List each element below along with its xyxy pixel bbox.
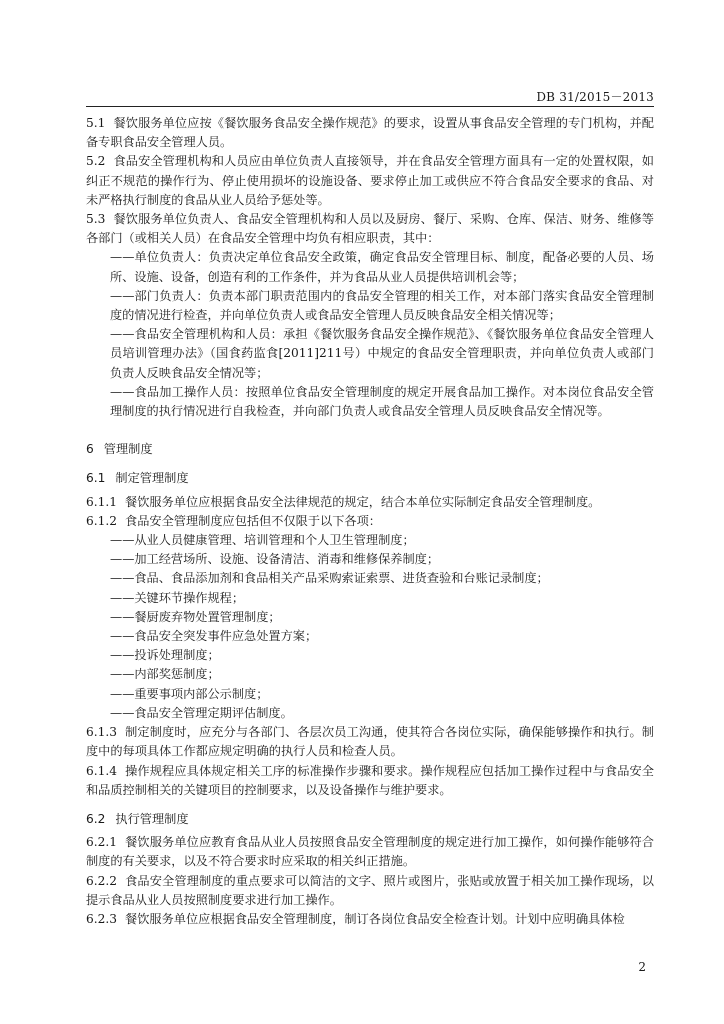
clause-6-1-3: 6.1.3 制定制度时，应充分与各部门、各层次员工沟通，使其符合各岗位实际，确保能够操作和执行。制度中的每项具体工作都应规定明确的执行人员和检查人员。 — [86, 725, 654, 759]
clause-6-1-2: 6.1.2 食品安全管理制度应包括但不仅限于以下各项： — [86, 513, 381, 528]
list-item: ——内部奖惩制度； — [110, 667, 220, 682]
list-item: ——投诉处理制度； — [110, 648, 220, 663]
system-list — [86, 531, 654, 723]
duty-safety-managers: ——食品安全管理机构和人员：承担《餐饮服务食品安全操作规范》、《餐饮服务单位食品安全管理人员培训管理办法》（国食药监食[2011]211号）中规定的食品安全管理职责，并向单位负责人或部门负责人反映食品安全情况等； — [110, 327, 654, 380]
clause-5-1: 5.1 餐饮服务单位应按《餐饮服务食品安全操作规范》的要求，设置从事食品安全管理的专门机构，并配备专职食品安全管理人员。 — [86, 116, 654, 150]
list-item: ——食品安全管理定期评估制度。 — [110, 705, 293, 720]
section-6-1-heading: 6.1 制定管理制度 — [86, 471, 189, 486]
list-item: ——餐厨废弃物处置管理制度； — [110, 609, 281, 624]
document-code: DB 31/2015－2013 — [536, 90, 654, 104]
clause-5-2: 5.2 食品安全管理机构和人员应由单位负责人直接领导，并在食品安全管理方面具有一定的处置权限，如纠正不规范的操作行为、停止使用损坏的设施设备、要求停止加工或供应不符合食品安全要求的食品、对未严格执行制度的食品从业人员给予惩处等。 — [86, 154, 654, 207]
list-item: ——重要事项内部公示制度； — [110, 686, 269, 701]
header-rule — [86, 106, 654, 107]
list-item: ——加工经营场所、设施、设备清洁、消毒和维修保养制度； — [110, 552, 440, 567]
duty-operators: ——食品加工操作人员：按照单位食品安全管理制度的规定开展食品加工操作。对本岗位食品安全管理制度的执行情况进行自我检查，并向部门负责人或食品安全管理人员反映食品安全情况等。 — [110, 384, 654, 419]
clause-6-2-1: 6.2.1 餐饮服务单位应教育食品从业人员按照食品安全管理制度的规定进行加工操作，如何操作能够符合制度的有关要求，以及不符合要求时应采取的相关纠正措施。 — [86, 835, 654, 869]
clause-6-1-1: 6.1.1 餐饮服务单位应根据食品安全法律规范的规定，结合本单位实际制定食品安全管理制度。 — [86, 494, 601, 509]
clause-6-2-3: 6.2.3 餐饮服务单位应根据食品安全管理制度，制订各岗位食品安全检查计划。计划中应明确具体检 — [86, 911, 625, 926]
clause-6-1-4: 6.1.4 操作规程应具体规定相关工序的标准操作步骤和要求。操作规程应包括加工操作过程中与食品安全和品质控制相关的关键项目的控制要求，以及设备操作与维护要求。 — [86, 763, 654, 797]
list-item: ——食品、食品添加剂和食品相关产品采购索证索票、进货查验和台账记录制度； — [110, 571, 549, 586]
section-6-heading: 6 管理制度 — [86, 442, 153, 457]
clause-6-2-2: 6.2.2 食品安全管理制度的重点要求可以简洁的文字、照片或图片，张贴或放置于相关加工操作现场，以提示食品从业人员按照制度要求进行加工操作。 — [86, 873, 654, 907]
clause-5-3: 5.3 餐饮服务单位负责人、食品安全管理机构和人员以及厨房、餐厅、采购、仓库、保洁、财务、维修等各部门（或相关人员）在食品安全管理中均负有相应职责，其中： — [86, 212, 654, 246]
page-number: 2 — [638, 960, 646, 974]
duty-department-head: ——部门负责人：负责本部门职责范围内的食品安全管理的相关工作，对本部门落实食品安全管理制度的情况进行检查，并向单位负责人或食品安全管理人员反映食品安全相关情况等； — [110, 288, 654, 323]
page-body — [86, 114, 654, 929]
duty-unit-head: ——单位负责人：负责决定单位食品安全政策，确定食品安全管理目标、制度，配备必要的人员、场所、设施、设备，创造有利的工作条件，并为食品从业人员提供培训机会等； — [110, 250, 654, 284]
section-6-2-heading: 6.2 执行管理制度 — [86, 811, 189, 826]
list-item: ——关键环节操作规程； — [110, 590, 245, 605]
list-item: ——从业人员健康管理、培训管理和个人卫生管理制度； — [110, 533, 415, 548]
list-item: ——食品安全突发事件应急处置方案； — [110, 629, 318, 644]
